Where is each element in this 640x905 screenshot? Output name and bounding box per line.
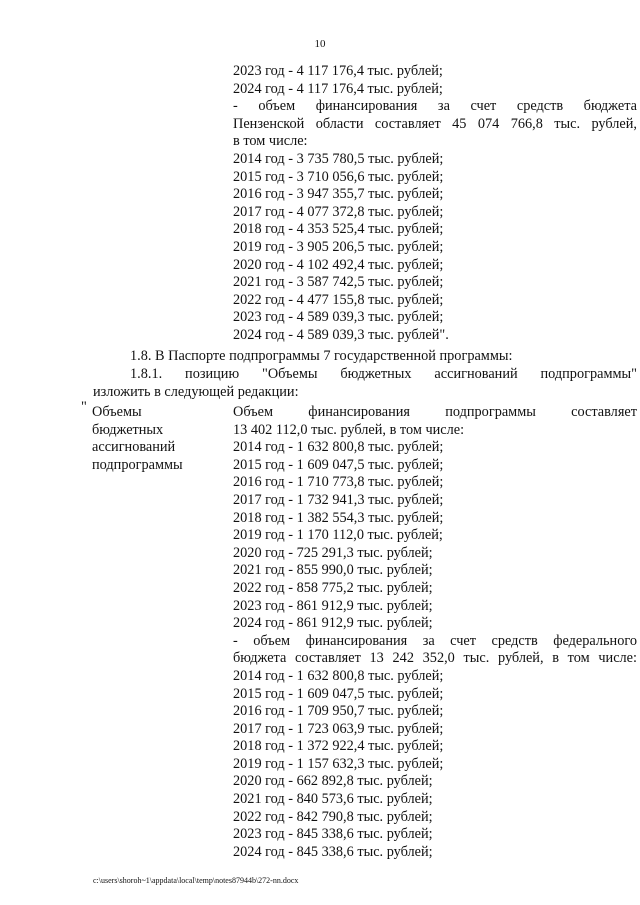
- value-line: 2024 год - 845 338,6 тыс. рублей;: [233, 843, 433, 860]
- value-line: 2023 год - 845 338,6 тыс. рублей;: [233, 826, 433, 843]
- opening-quote: ": [81, 399, 87, 415]
- financing-line: 2021 год - 3 587 742,5 тыс. рублей;: [233, 274, 444, 291]
- value-line: 2020 год - 725 291,3 тыс. рублей;: [233, 544, 433, 561]
- financing-line: 2024 год - 4 589 039,3 тыс. рублей".: [233, 326, 449, 343]
- value-line: 2014 год - 1 632 800,8 тыс. рублей;: [233, 667, 444, 684]
- value-line: 2021 год - 840 573,6 тыс. рублей;: [233, 791, 433, 808]
- table-value-cell: [233, 404, 637, 861]
- financing-line: 2015 год - 3 710 056,6 тыс. рублей;: [233, 168, 444, 185]
- value-line: 2019 год - 1 170 112,0 тыс. рублей;: [233, 527, 443, 544]
- value-line: 2018 год - 1 372 922,4 тыс. рублей;: [233, 738, 444, 755]
- financing-line: 2022 год - 4 477 155,8 тыс. рублей;: [233, 291, 444, 308]
- page-number: 10: [314, 38, 326, 50]
- value-line: 2017 год - 1 723 063,9 тыс. рублей;: [233, 720, 444, 737]
- financing-line: 2023 год - 4 117 176,4 тыс. рублей;: [233, 63, 443, 79]
- financing-line: 2014 год - 3 735 780,5 тыс. рублей;: [233, 150, 444, 167]
- financing-line: 2017 год - 4 077 372,8 тыс. рублей;: [233, 203, 444, 220]
- value-line: 2024 год - 861 912,9 тыс. рублей;: [233, 615, 433, 632]
- value-line: бюджета составляет 13 242 352,0 тыс. рублей, в том числе:: [233, 650, 637, 667]
- value-line: 2018 год - 1 382 554,3 тыс. рублей;: [233, 509, 444, 526]
- label-line: подпрограммы: [92, 456, 183, 473]
- value-line: 2022 год - 842 790,8 тыс. рублей;: [233, 808, 433, 825]
- value-line: 2020 год - 662 892,8 тыс. рублей;: [233, 773, 433, 790]
- financing-line: - объем финансирования за счет средств бюджета: [233, 98, 637, 115]
- label-line: ассигнований: [92, 439, 176, 456]
- financing-line: 2018 год - 4 353 525,4 тыс. рублей;: [233, 221, 444, 238]
- value-line: 2021 год - 855 990,0 тыс. рублей;: [233, 562, 433, 579]
- section-heading: 1.8. В Паспорте подпрограммы 7 государственной программы:: [130, 348, 513, 364]
- footer-file-path: c:\users\shoroh~1\appdata\local\temp\notes87944b\272-nn.docx: [93, 876, 299, 885]
- financing-line: 2016 год - 3 947 355,7 тыс. рублей;: [233, 186, 444, 203]
- label-line: бюджетных: [92, 421, 164, 438]
- value-line: 2022 год - 858 775,2 тыс. рублей;: [233, 579, 433, 596]
- financing-line: 2020 год - 4 102 492,4 тыс. рублей;: [233, 256, 444, 273]
- financing-line: Пензенской области составляет 45 074 766,8 тыс. рублей,: [233, 115, 637, 132]
- value-line: 2017 год - 1 732 941,3 тыс. рублей;: [233, 491, 444, 508]
- value-line: 13 402 112,0 тыс. рублей, в том числе:: [233, 421, 465, 438]
- financing-line: 2019 год - 3 905 206,5 тыс. рублей;: [233, 238, 444, 255]
- value-line: 2016 год - 1 710 773,8 тыс. рублей;: [233, 474, 444, 491]
- value-line: 2015 год - 1 609 047,5 тыс. рублей;: [233, 685, 444, 702]
- value-line: Объем финансирования подпрограммы составляет: [233, 404, 637, 420]
- value-line: 2015 год - 1 609 047,5 тыс. рублей;: [233, 456, 444, 473]
- financing-line: 2023 год - 4 589 039,3 тыс. рублей;: [233, 309, 444, 326]
- table-label-cell: [92, 404, 222, 474]
- financing-line: 2024 год - 4 117 176,4 тыс. рублей;: [233, 80, 443, 97]
- label-line: Объемы: [92, 404, 142, 420]
- value-line: 2019 год - 1 157 632,3 тыс. рублей;: [233, 755, 444, 772]
- section-paragraph: 1.8.1. позицию "Объемы бюджетных ассигнований подпрограммы": [130, 366, 637, 382]
- value-line: 2016 год - 1 709 950,7 тыс. рублей;: [233, 703, 444, 720]
- financing-line: в том числе:: [233, 133, 308, 150]
- value-line: - объем финансирования за счет средств федерального: [233, 632, 637, 649]
- section-paragraph: изложить в следующей редакции:: [93, 384, 299, 400]
- value-line: 2014 год - 1 632 800,8 тыс. рублей;: [233, 439, 444, 456]
- value-line: 2023 год - 861 912,9 тыс. рублей;: [233, 597, 433, 614]
- financing-block-regional: [233, 63, 637, 345]
